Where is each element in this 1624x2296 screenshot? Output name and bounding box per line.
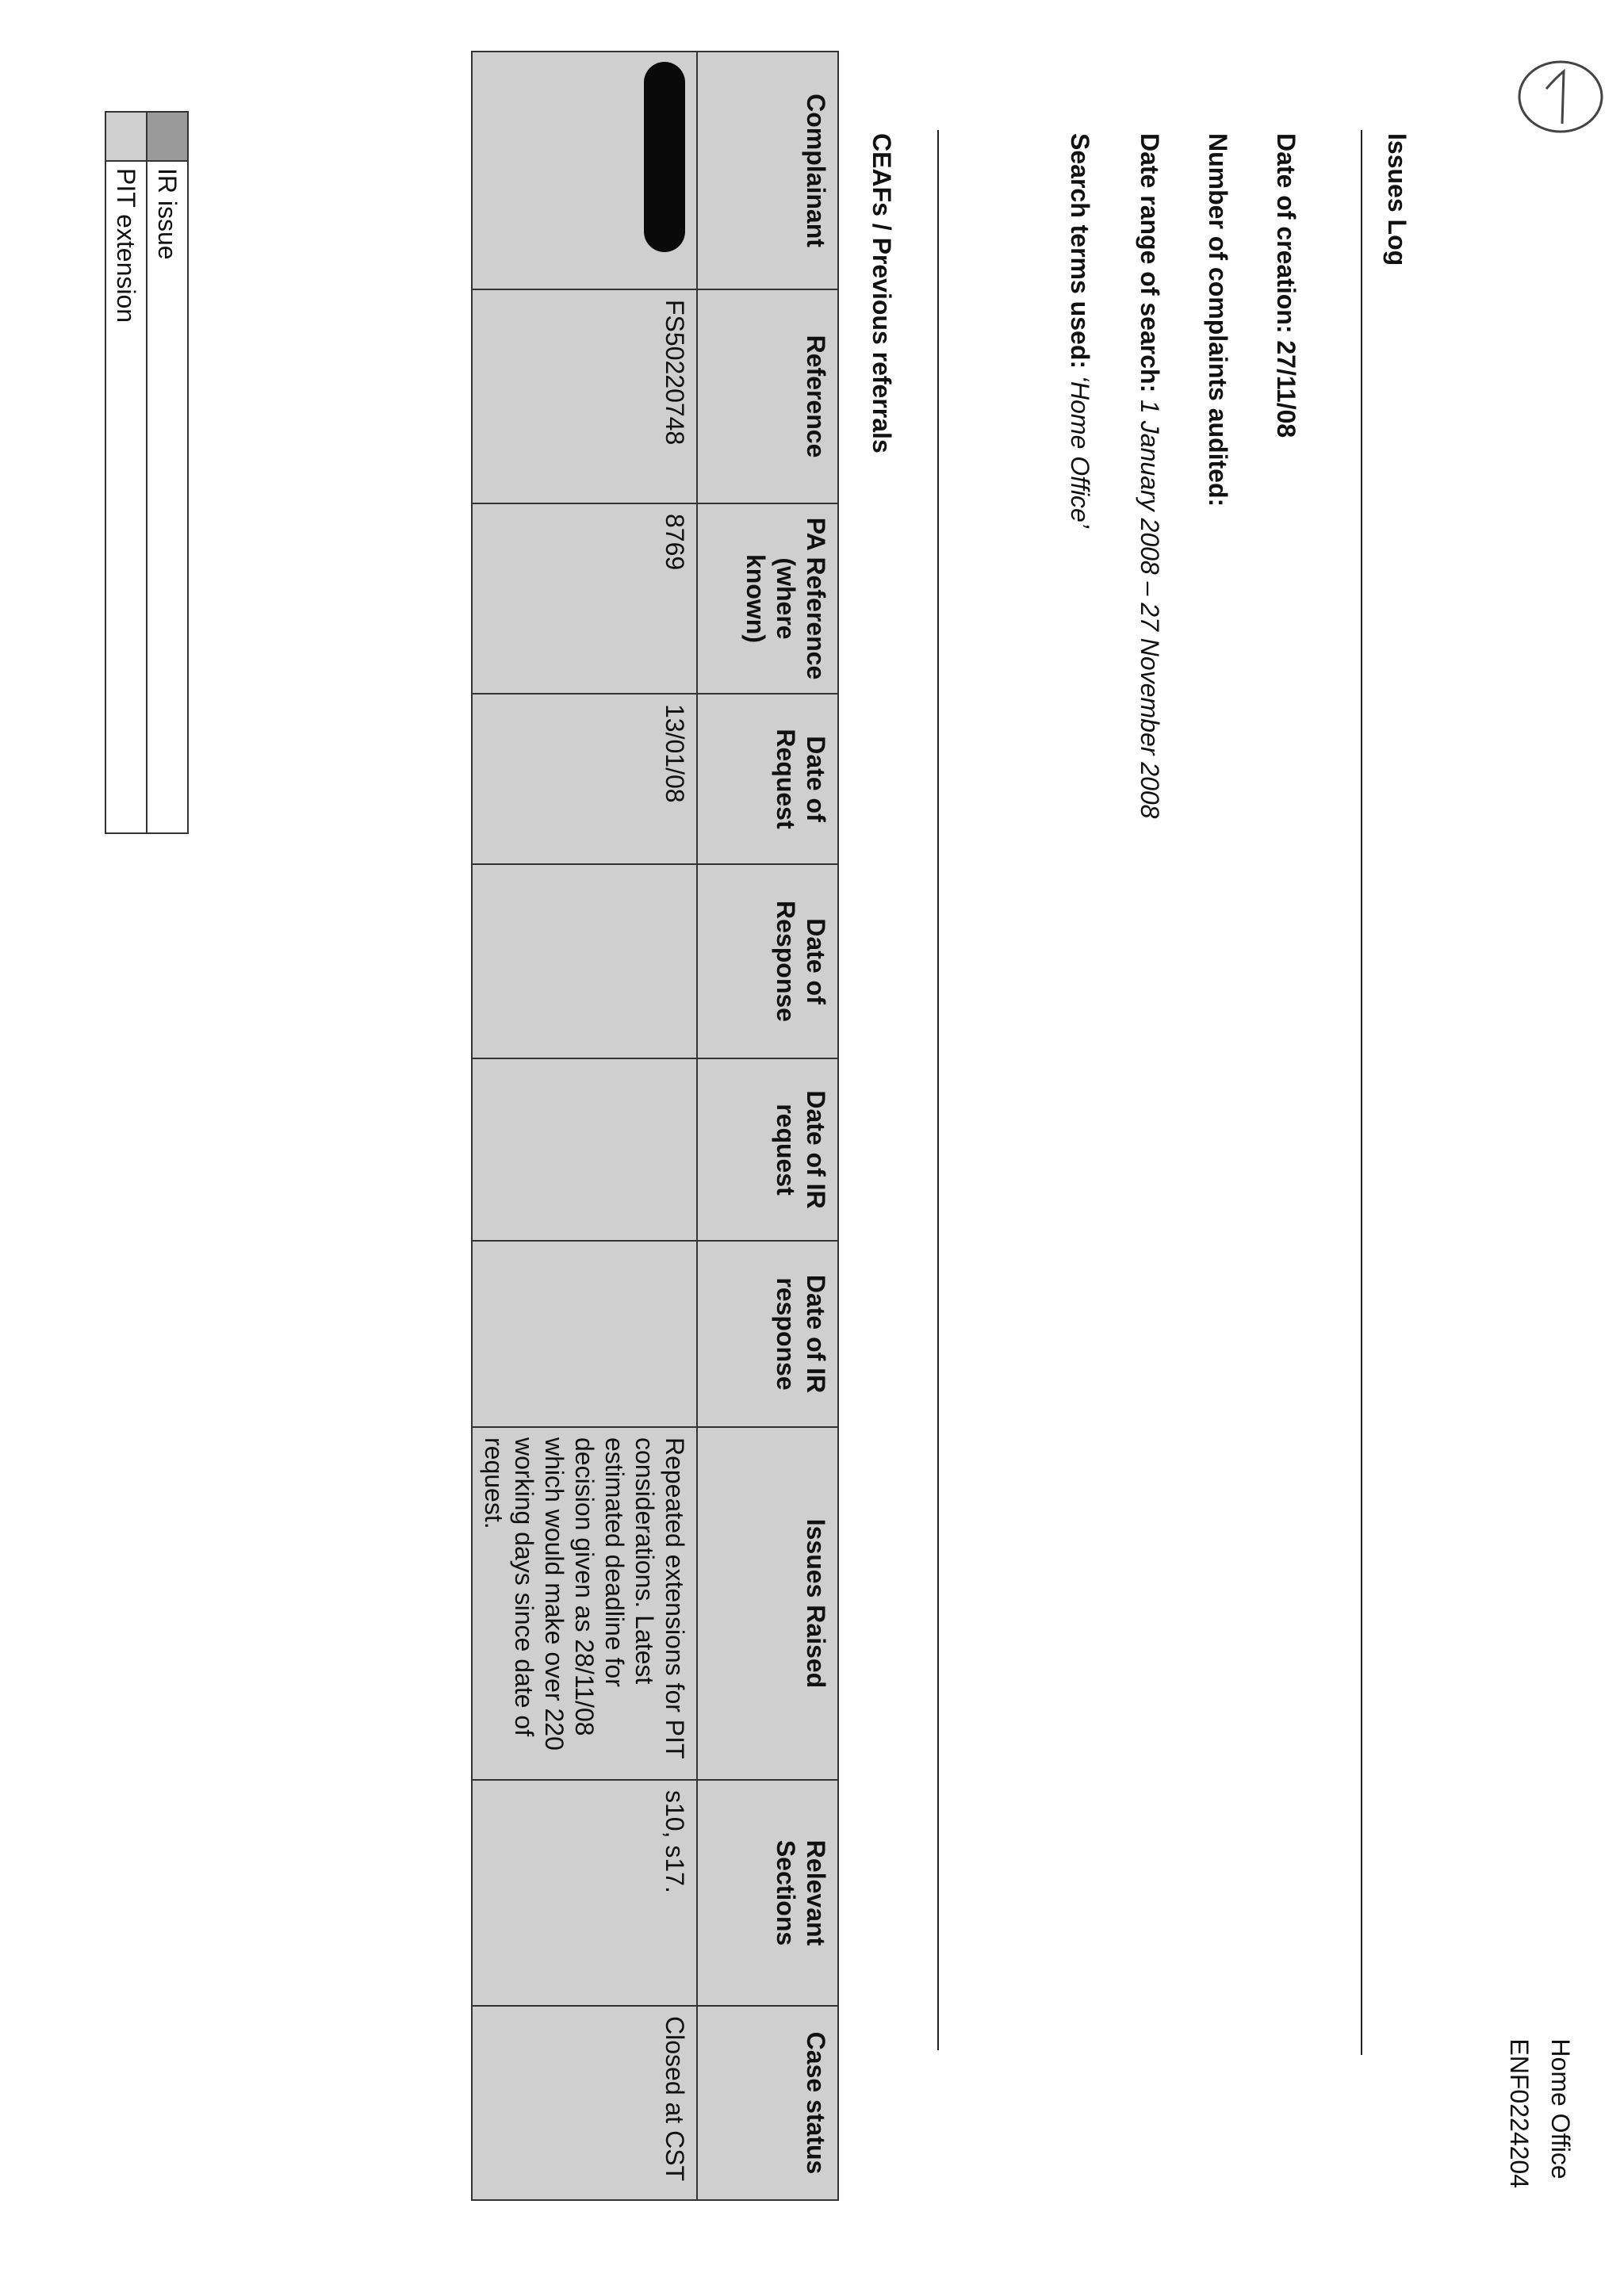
table-header-row — [697, 52, 838, 2200]
col-header-complainant: Complainant — [697, 52, 838, 289]
header-block — [1499, 2038, 1581, 2188]
cell-complainant — [472, 52, 697, 289]
col-header-date-of-ir-response: Date of IR response — [697, 1241, 838, 1427]
col-header-case-status: Case status — [697, 2006, 838, 2200]
header-divider — [1361, 130, 1362, 2055]
cell-reference: FS50220748 — [472, 289, 697, 503]
date-of-creation — [1271, 133, 1300, 438]
complaints-audited — [1203, 133, 1232, 507]
section-title: CEAFs / Previous referrals — [868, 133, 896, 453]
date-of-creation-label: Date of creation: — [1272, 133, 1300, 334]
complaints-audited-label: Number of complaints audited: — [1204, 133, 1232, 507]
cell-relevant-sections: s10, s17. — [472, 1780, 697, 2006]
cell-date-of-request: 13/01/08 — [472, 694, 697, 864]
cell-date-of-ir-response — [472, 1241, 697, 1427]
cell-pa-reference: 8769 — [472, 503, 697, 694]
redaction-mark — [644, 62, 685, 252]
date-range-label: Date range of search: — [1136, 133, 1164, 393]
date-range-value: 1 January 2008 – 27 November 2008 — [1136, 400, 1164, 819]
legend-row-pit-extension — [105, 112, 147, 833]
issues-table — [471, 51, 839, 2201]
section-divider — [937, 130, 939, 2050]
legend-label-ir-issue: IR issue — [147, 161, 188, 833]
search-terms — [1065, 133, 1094, 528]
col-header-reference: Reference — [697, 289, 838, 503]
col-header-date-of-response: Date of Response — [697, 864, 838, 1058]
col-header-date-of-request: Date of Request — [697, 694, 838, 864]
cell-date-of-response — [472, 864, 697, 1058]
table-row — [472, 52, 697, 2200]
col-header-issues-raised: Issues Raised — [697, 1427, 838, 1780]
legend-label-pit-extension: PIT extension — [105, 161, 147, 833]
legend-swatch-pit-extension — [105, 112, 147, 161]
search-terms-value: ‘Home Office’ — [1066, 375, 1094, 528]
date-of-creation-value: 27/11/08 — [1272, 340, 1300, 438]
legend-row-ir-issue — [147, 112, 188, 833]
cell-issues-raised: Repeated extensions for PIT considerations. Latest estimated deadline for decision given as 28/11/08 which would make over 220 working days since date of request. — [472, 1427, 697, 1780]
col-header-pa-reference: PA Reference (where known) — [697, 503, 838, 694]
col-header-date-of-ir-request: Date of IR request — [697, 1058, 838, 1241]
organisation-name: Home Office — [1546, 2038, 1575, 2179]
page-title: Issues Log — [1383, 133, 1411, 266]
date-range — [1135, 133, 1164, 818]
legend-table — [105, 111, 189, 834]
legend-swatch-ir-issue — [147, 112, 188, 161]
col-header-relevant-sections: Relevant Sections — [697, 1780, 838, 2006]
cell-case-status: Closed at CST — [472, 2006, 697, 2200]
document-reference: ENF0224204 — [1505, 2038, 1534, 2188]
cell-date-of-ir-request — [472, 1058, 697, 1241]
search-terms-label: Search terms used: — [1066, 133, 1094, 369]
